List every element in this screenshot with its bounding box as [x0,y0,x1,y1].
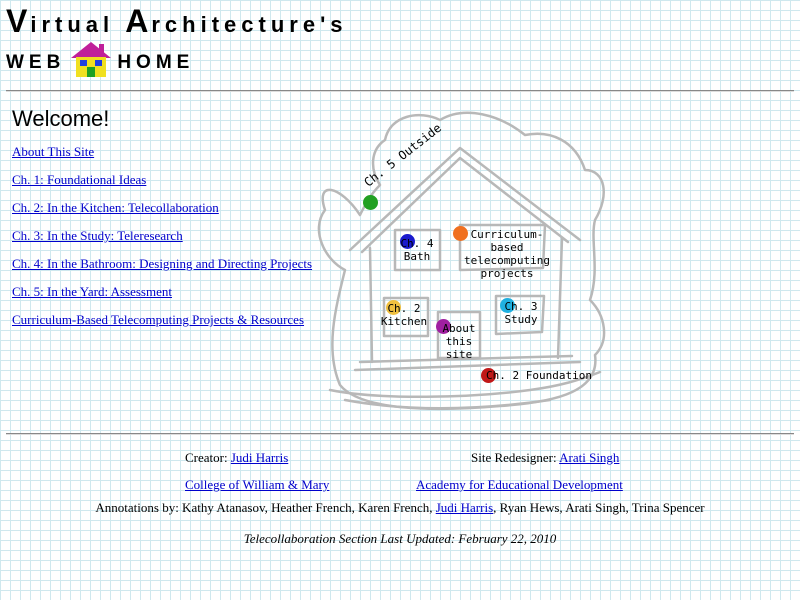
annotations-prefix: Annotations by: Kathy Atanasov, Heather French, Karen French, [95,500,433,515]
kitchen-label-line2: Kitchen [380,315,428,328]
bath-label-line1: Ch. 4 [400,237,434,250]
study-label-line2: Study [504,313,538,326]
nav-about-this-site[interactable]: About This Site [12,144,95,159]
site-subtitle [6,40,348,74]
outside-dot[interactable] [363,195,378,210]
annotations-judi-link[interactable]: Judi Harris [435,500,494,515]
nav-curriculum-projects[interactable]: Curriculum-Based Telecomputing Projects & Resources [12,312,305,327]
subtitle-home: HOME [117,52,195,73]
redesigner-credit [471,450,619,466]
map-link-about[interactable] [434,322,484,361]
redesigner-label: Site Redesigner: [471,450,557,465]
map-link-study[interactable] [500,300,542,326]
house-image-map [300,100,620,420]
nav-ch2-kitchen[interactable]: Ch. 2: In the Kitchen: Telecollaboration [12,200,219,215]
creator-link[interactable]: Judi Harris [230,450,289,465]
kitchen-label-line1: Ch. 2 [387,302,421,315]
subtitle-web: WEB [6,52,66,73]
welcome-heading: Welcome! [12,106,110,131]
title-word-virtual: irtual [30,12,126,37]
title-initial-a: A [125,3,152,39]
house-logo-icon [69,40,113,78]
map-link-curriculum[interactable] [457,228,557,280]
curriculum-label-line2: telecomputing [463,254,551,267]
title-initial-v: V [6,3,31,39]
nav-ch5-yard[interactable]: Ch. 5: In the Yard: Assessment [12,284,172,299]
map-link-foundation[interactable]: Ch. 2 Foundation [486,369,592,382]
creator-credit [185,450,288,466]
college-link[interactable]: College of William & Mary [185,477,330,492]
nav-ch3-study[interactable]: Ch. 3: In the Study: Teleresearch [12,228,183,243]
site-header [6,3,348,74]
curriculum-label-line1: Curriculum-based [470,228,544,254]
annotations-credit [0,500,800,516]
redesigner-link[interactable]: Arati Singh [559,450,620,465]
last-updated: Telecollaboration Section Last Updated: February 22, 2010 [243,531,557,546]
title-word-architecture: rchitecture's [151,12,348,37]
creator-label: Creator: [185,450,228,465]
bottom-divider [6,433,794,435]
map-link-outside[interactable]: Ch. 5 Outside [361,120,445,190]
chapter-nav [12,144,312,340]
about-label-line2: this site [445,335,473,361]
map-link-bath[interactable] [398,237,436,263]
about-label-line1: About [442,322,476,335]
study-label-line1: Ch. 3 [504,300,538,313]
curriculum-label-line3: projects [480,267,534,280]
map-link-kitchen[interactable] [380,302,428,328]
nav-ch4-bathroom[interactable]: Ch. 4: In the Bathroom: Designing and Directing Projects [12,256,313,271]
annotations-suffix: , Ryan Hews, Arati Singh, Trina Spencer [493,500,705,515]
site-title [6,3,348,39]
nav-ch1-foundational-ideas[interactable]: Ch. 1: Foundational Ideas [12,172,147,187]
top-divider [6,90,794,92]
academy-link[interactable]: Academy for Educational Development [416,477,623,492]
bath-label-line2: Bath [403,250,431,263]
